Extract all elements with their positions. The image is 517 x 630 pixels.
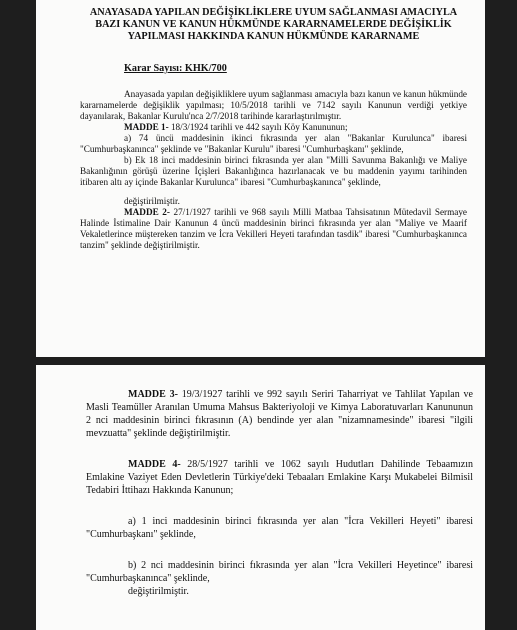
article-text: 27/1/1927 tarihli ve 968 sayılı Milli Matbaa Tahsisatının Mütedavil Sermaye Halinde İstimaline Dair Kanunun 4 üncü maddesinin birinci fıkrasında yer alan "Maliye ve Maarif Vekaletlerince müştereken tanzim ve İcra Vekilleri Heyeti tarafından tasdik" ibaresi "Cumhurbaşkanınca tanzim" şeklinde değiştirilmiştir. [80,207,468,250]
title-line: BAZI KANUN VE KANUN HÜKMÜNDE KARARNAMELERDE DEĞİŞİKLİK [95,19,452,30]
article-1-closing: değiştirilmiştir. [124,196,180,206]
article-3 [86,388,473,440]
article-4-clause-b: b) 2 nci maddesinin birinci fıkrasında yer alan "İcra Vekilleri Heyetince" ibaresi "Cumhurbaşkanınca" şeklinde, [86,560,473,584]
article-text: 28/5/1927 tarihli ve 1062 sayılı Hudutları Dahilinde Tebaamızın Emlakine Vaziyet Eden Devletlerin Türkiye'deki Tebaaları Emlakine Karşı Mukabelei Bilmisil Tedabiri İttihazı Hakkında Kanunun; [86,459,474,496]
article-1-clause-a: a) 74 üncü maddesinin ikinci fıkrasında yer alan "Bakanlar Kurulunca" ibaresi "Cumhurbaşkanınca" şeklinde ve "Bakanlar Kurulu" ibaresi "Cumhurbaşkanı" şeklinde, [80,133,467,154]
article-1-clause-b: b) Ek 18 inci maddesinin birinci fıkrasında yer alan "Milli Savunma Bakanlığı ve Maliye Bakanlığının görüşü üzerine İçişleri Bakanlığınca hazırlanacak ve bu maddenin yayımı tarihinden itibaren altı ay içinde Bakanlar Kurulunca" ibaresi "Cumhurbaşkanınca" şeklinde, [80,155,467,187]
title-line: ANAYASADA YAPILAN DEĞİŞİKLİKLERE UYUM SAĞLANMASI AMACIYLA [89,7,458,18]
intro-paragraph: Anayasada yapılan değişikliklere uyum sağlanması amacıyla bazı kanun ve kanun hükmünde kararnamelerde değişiklik yapılması; 10/5/2018 tarihli ve 7142 sayılı Kanunun verdiği yetkiye dayanılarak, Bakanlar Kurulu'nca 2/7/2018 tarihinde kararlaştırılmıştır. [80,89,467,121]
article-label: MADDE 4- [128,459,181,470]
article-4-clause-a: a) 1 inci maddesinin birinci fıkrasında yer alan "İcra Vekilleri Heyeti" ibaresi "Cumhurbaşkanı" şeklinde, [86,516,473,540]
article-label: MADDE 3- [128,389,178,400]
title-line: YAPILMASI HAKKINDA KANUN HÜKMÜNDE KARARNAME [127,31,420,42]
article-label: MADDE 1- [124,122,169,132]
document-page-1 [36,0,485,357]
article-2 [80,207,467,251]
article-label: MADDE 2- [124,207,170,217]
document-page-2 [36,365,485,630]
document-title [80,7,467,43]
article-text: 19/3/1927 tarihli ve 992 sayılı Seriri Taharriyat ve Tahlilat Yapılan ve Masli Teamüller Aranılan Umuma Mahsus Bakteriyoloji ve Kimya Laboratuvarları Kanununun 2 nci maddesinin birinci fıkrasının (A) bendinde yer alan "nizamnamesinde" ibaresi "ilgili mevzuatta" şeklinde değiştirilmiştir. [86,389,473,439]
article-1-heading [80,122,467,133]
article-4-closing: değiştirilmiştir. [128,586,189,597]
article-text: 18/3/1924 tarihli ve 442 sayılı Köy Kanununun; [168,122,348,132]
article-4-heading [86,458,473,497]
decree-number: Karar Sayısı: KHK/700 [124,63,227,74]
